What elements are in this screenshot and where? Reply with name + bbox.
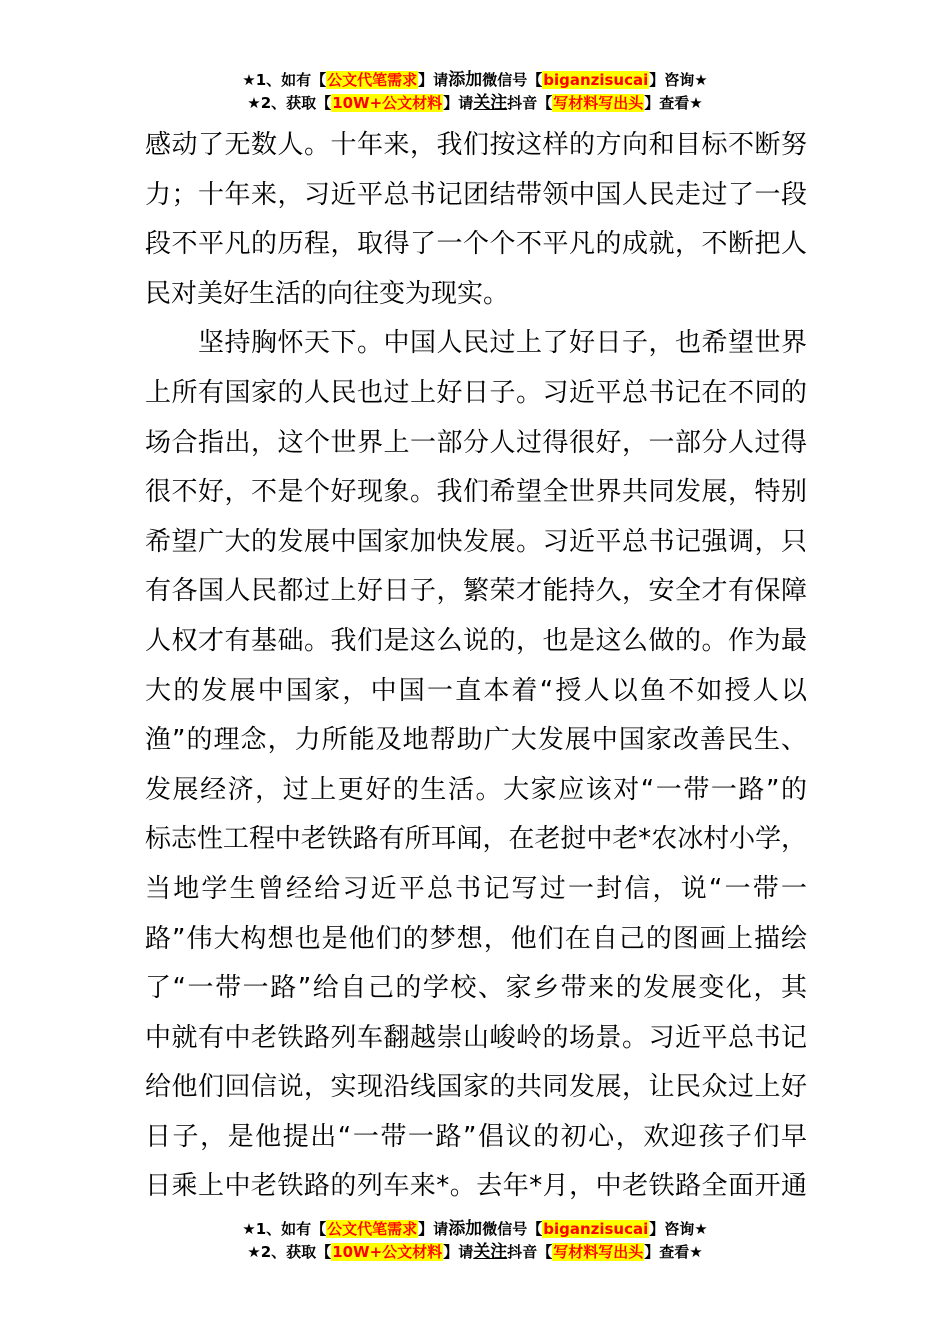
text-line: 给他们回信说，实现沿线国家的共同发展，让民众过上好	[145, 1072, 807, 1103]
paragraph-2	[145, 319, 807, 1212]
header-banner	[0, 69, 950, 115]
highlight-wechat-id: biganzisucai	[543, 71, 649, 89]
text-line: 民对美好生活的向往变为现实。	[145, 278, 510, 309]
text-line: 标志性工程中老铁路有所耳闻，在老挝中老*农冰村小学，	[145, 824, 808, 855]
text-line: 希望广大的发展中国家加快发展。习近平总书记强调，只	[145, 526, 807, 557]
text-line: 当地学生曾经给习近平总书记写过一封信，说“一带一	[145, 873, 807, 904]
highlight-ghostwriting: 公文代笔需求	[327, 71, 418, 89]
paragraph-1	[145, 121, 807, 319]
banner-line-2: ★2、获取【10W+公文材料】请关注抖音【写材料写出头】查看★	[247, 93, 703, 113]
text-line: 了“一带一路”给自己的学校、家乡带来的发展变化，其	[145, 973, 807, 1004]
text-line: 力；十年来，习近平总书记团结带领中国人民走过了一段	[145, 179, 807, 210]
banner-line-2: ★2、获取【10W+公文材料】请关注抖音【写材料写出头】查看★	[247, 1242, 703, 1262]
footer-banner	[0, 1218, 950, 1264]
text-line: 上所有国家的人民也过上好日子。习近平总书记在不同的	[145, 377, 807, 408]
highlight-materials: 10W+公文材料	[332, 94, 443, 112]
banner-line-1: ★1、如有【公文代笔需求】请添加微信号【biganzisucai】咨询★	[242, 70, 708, 90]
text-line: 日子，是他提出“一带一路”倡议的初心，欢迎孩子们早	[145, 1121, 807, 1152]
document-body	[145, 121, 807, 1212]
text-line: 段不平凡的历程，取得了一个个不平凡的成就，不断把人	[145, 229, 807, 260]
text-line: 大的发展中国家，中国一直本着“授人以鱼不如授人以	[145, 675, 807, 706]
text-line: 发展经济，过上更好的生活。大家应该对“一带一路”的	[145, 774, 807, 805]
text-line: 路”伟大构想也是他们的梦想，他们在自己的图画上描绘	[145, 923, 807, 954]
text-line: 渔”的理念，力所能及地帮助广大发展中国家改善民生、	[145, 725, 807, 756]
text-line: 场合指出，这个世界上一部分人过得很好，一部分人过得	[145, 427, 807, 458]
highlight-douyin: 写材料写出头	[553, 94, 644, 112]
text-line: 人权才有基础。我们是这么说的，也是这么做的。作为最	[145, 625, 807, 656]
banner-line-1: ★1、如有【公文代笔需求】请添加微信号【biganzisucai】咨询★	[242, 1219, 708, 1239]
text-line: 很不好，不是个好现象。我们希望全世界共同发展，特别	[145, 477, 807, 508]
highlight-douyin: 写材料写出头	[553, 1243, 644, 1261]
text-line: 有各国人民都过上好日子，繁荣才能持久，安全才有保障	[145, 576, 807, 607]
highlight-wechat-id: biganzisucai	[543, 1220, 649, 1238]
text-line: 日乘上中老铁路的列车来*。去年*月，中老铁路全面开通	[145, 1171, 807, 1202]
text-line: 坚持胸怀天下。中国人民过上了好日子，也希望世界	[145, 328, 807, 359]
text-line: 感动了无数人。十年来，我们按这样的方向和目标不断努	[145, 130, 807, 160]
highlight-ghostwriting: 公文代笔需求	[327, 1220, 418, 1238]
text-line: 中就有中老铁路列车翻越崇山峻岭的场景。习近平总书记	[145, 1022, 807, 1053]
highlight-materials: 10W+公文材料	[332, 1243, 443, 1261]
